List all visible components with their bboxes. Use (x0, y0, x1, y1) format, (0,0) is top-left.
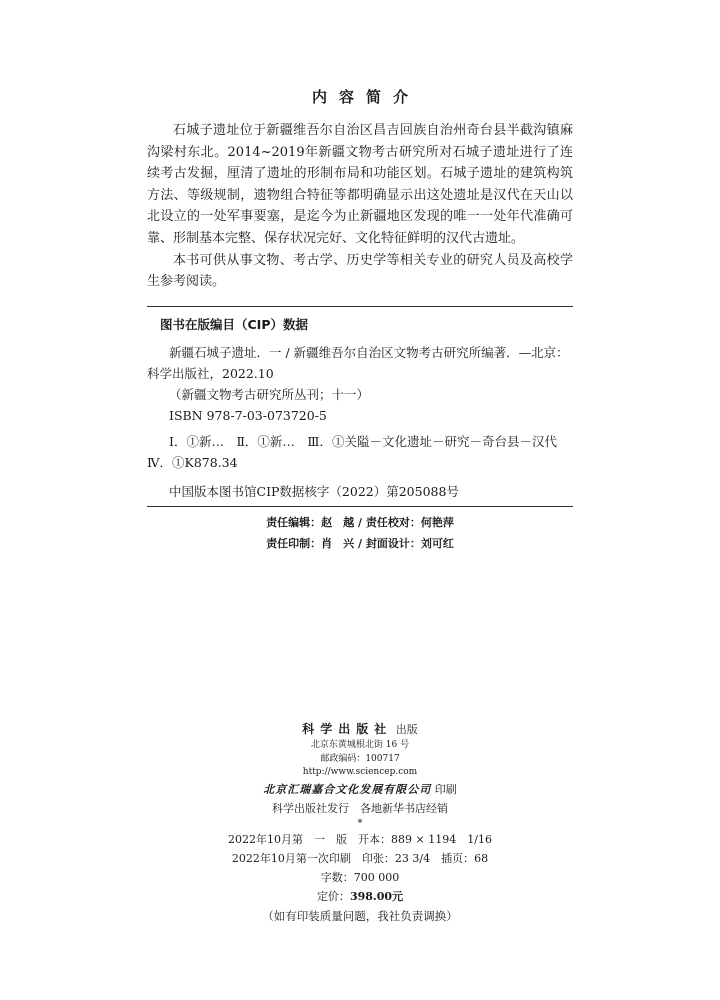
editors-block (0, 512, 720, 554)
page-title: 内容简介 (311, 88, 420, 106)
press-suffix: 出版 (395, 723, 418, 736)
divider-bottom (147, 506, 573, 507)
cip-title-line: 新疆石城子遗址．一 / 新疆维吾尔自治区文物考古研究所编著．—北京： (169, 345, 569, 360)
abstract-section (147, 120, 573, 293)
divider-top (147, 306, 573, 307)
press-address: 北京东黄城根北街 16 号 (310, 740, 410, 750)
price-value: 398.00元 (349, 889, 404, 903)
press-name: 科学出版社 (302, 722, 393, 736)
press-postcode: 邮政编码：100717 (320, 753, 400, 764)
printer-name: 北京汇瑞嘉合文化发展有限公司 (263, 782, 432, 796)
printing-line: 2022年10月第一次印刷 印张：23 3/4 插页：68 (231, 851, 489, 865)
abstract-paragraph-2: 本书可供从事文物、考古学、历史学等相关专业的研究人员及高校学生参考阅读。 (147, 252, 573, 290)
quality-notice: （如有印装质量问题，我社负责调换） (262, 908, 458, 923)
cip-series-line: （新疆文物考古研究所丛刊；十一） (169, 387, 370, 402)
cip-record (147, 342, 573, 426)
distribution-line: 科学出版社发行 各地新华书店经销 (272, 801, 448, 815)
press-url: http://www.sciencep.com (302, 767, 418, 777)
printer-suffix: 印刷 (434, 782, 457, 796)
edition-line: 2022年10月第 一 版 开本：889 × 1194 1/16 (228, 832, 492, 846)
cip-library-number: 中国版本图书馆CIP数据核字（2022）第205088号 (169, 484, 459, 499)
editors-line-2: 责任印制：肖 兴 / 封面设计：刘可红 (266, 537, 454, 550)
publication-block (0, 720, 720, 926)
cip-isbn-line: ISBN 978-7-03-073720-5 (169, 408, 327, 423)
separator-star: * (357, 817, 363, 829)
cip-class-line-1: Ⅰ．①新… Ⅱ．①新… Ⅲ．①关隘－文化遗址－研究－奇台县－汉代 (169, 434, 557, 449)
cip-heading: 图书在版编目（CIP）数据 (160, 317, 308, 332)
word-count-line: 字数：700 000 (320, 870, 400, 884)
cip-classification (147, 431, 577, 473)
editors-line-1: 责任编辑：赵 越 / 责任校对：何艳萍 (266, 516, 454, 529)
cip-publisher-line: 科学出版社，2022.10 (147, 366, 274, 381)
abstract-paragraph-1: 石城子遗址位于新疆维吾尔自治区昌吉回族自治州奇台县半截沟镇麻沟梁村东北。2014~2019年新疆文物考古研究所对石城子遗址进行了连续考古发掘，厘清了遗址的形制布局和功能区划。石城子遗址的建筑构筑方法、等级规制，遗物组合特征等都明确显示出这处遗址是汉代在天山以北设立的一处军事要塞，是迄今为止新疆地区发现的唯一一处年代准确可靠、形制基本完整、保存状况完好、文化特征鲜明的汉代古遗址。 (147, 123, 573, 246)
cip-class-line-2: Ⅳ．①K878.34 (147, 455, 238, 470)
price-label: 定价： (316, 889, 350, 903)
